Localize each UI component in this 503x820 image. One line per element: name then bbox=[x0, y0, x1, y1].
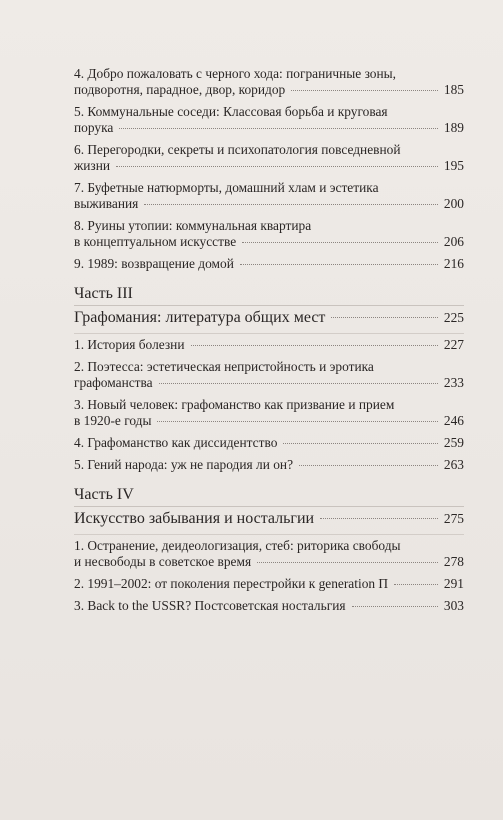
toc-entry-page: 263 bbox=[443, 457, 464, 472]
toc-entry-text: в концептуальном искусстве bbox=[74, 234, 237, 249]
toc-entry-last-line bbox=[74, 234, 464, 250]
leader-dots bbox=[291, 90, 438, 91]
toc-entry[interactable] bbox=[74, 180, 464, 212]
leader-dots bbox=[352, 606, 438, 607]
leader-dots bbox=[116, 166, 438, 167]
toc-entry-last-line bbox=[74, 120, 464, 136]
part-3-label: Часть III bbox=[74, 284, 464, 306]
leader-dots bbox=[144, 204, 438, 205]
leader-dots bbox=[119, 128, 438, 129]
toc-entry-last-line bbox=[74, 598, 464, 614]
toc-entry-last-line bbox=[74, 576, 464, 592]
part-3-title-text: Графомания: литература общих мест bbox=[74, 309, 326, 326]
toc-entry-line: 6. Перегородки, секреты и психопатология повседневной bbox=[74, 142, 401, 157]
toc-entry-page: 246 bbox=[443, 413, 464, 428]
leader-dots bbox=[242, 242, 438, 243]
toc-entry[interactable] bbox=[74, 457, 464, 473]
toc-entry[interactable] bbox=[74, 337, 464, 353]
part-4-separator bbox=[74, 534, 464, 535]
toc-entry-line: 2. Поэтесса: эстетическая непристойность и эротика bbox=[74, 359, 374, 374]
leader-dots bbox=[283, 443, 438, 444]
leader-dots bbox=[257, 562, 438, 563]
toc-part-4-entries bbox=[74, 538, 464, 614]
toc-entry-last-line bbox=[74, 337, 464, 353]
toc-entry-page: 233 bbox=[443, 375, 464, 390]
leader-dots bbox=[240, 264, 438, 265]
toc-entry-page: 185 bbox=[443, 82, 464, 97]
toc-entry-text: 4. Графоманство как диссидентство bbox=[74, 435, 278, 450]
toc-entry[interactable] bbox=[74, 104, 464, 136]
toc-entry-text: 9. 1989: возвращение домой bbox=[74, 256, 234, 271]
leader-dots bbox=[191, 345, 438, 346]
toc-entry[interactable] bbox=[74, 142, 464, 174]
toc-entry-page: 278 bbox=[443, 554, 464, 569]
toc-entry-text: 1. История болезни bbox=[74, 337, 185, 352]
toc-entry-page: 216 bbox=[443, 256, 464, 271]
toc-entry-page: 189 bbox=[443, 120, 464, 135]
toc-entry[interactable] bbox=[74, 218, 464, 250]
toc-entry-last-line bbox=[74, 435, 464, 451]
toc-entry[interactable] bbox=[74, 576, 464, 592]
toc-entry-line: 8. Руины утопии: коммунальная квартира bbox=[74, 218, 312, 233]
toc-entry-text: в 1920-е годы bbox=[74, 413, 152, 428]
toc-entry-text: порука bbox=[74, 120, 114, 135]
leader-dots bbox=[394, 584, 438, 585]
toc-entry[interactable] bbox=[74, 435, 464, 451]
part-4-label: Часть IV bbox=[74, 485, 464, 507]
toc-entry[interactable] bbox=[74, 256, 464, 272]
toc-entry-last-line bbox=[74, 375, 464, 391]
toc-entry-page: 259 bbox=[443, 435, 464, 450]
leader-dots bbox=[157, 421, 437, 422]
part-3-separator bbox=[74, 333, 464, 334]
toc-entry-text: 3. Back to the USSR? Постсоветская ностальгия bbox=[74, 598, 346, 613]
toc-entry-last-line bbox=[74, 413, 464, 429]
toc-entry-line: 5. Коммунальные соседи: Классовая борьба и круговая bbox=[74, 104, 388, 119]
part-3-title[interactable] bbox=[74, 308, 464, 328]
toc-entry-page: 227 bbox=[443, 337, 464, 352]
toc-entry-text: 2. 1991–2002: от поколения перестройки к generation П bbox=[74, 576, 389, 591]
part-3-page: 225 bbox=[443, 310, 464, 325]
toc-entry-text: графоманства bbox=[74, 375, 153, 390]
toc-entry[interactable] bbox=[74, 66, 464, 98]
toc-entry-page: 303 bbox=[443, 598, 464, 613]
toc-entry-text: и несвободы в советское время bbox=[74, 554, 252, 569]
table-of-contents bbox=[74, 66, 464, 620]
toc-entry[interactable] bbox=[74, 598, 464, 614]
part-4-title[interactable] bbox=[74, 509, 464, 529]
leader-dots bbox=[320, 518, 438, 519]
toc-entry-last-line bbox=[74, 196, 464, 212]
toc-entry-text: подворотня, парадное, двор, коридор bbox=[74, 82, 286, 97]
leader-dots bbox=[331, 317, 438, 318]
toc-entry-page: 200 bbox=[443, 196, 464, 211]
toc-entry[interactable] bbox=[74, 397, 464, 429]
leader-dots bbox=[299, 465, 438, 466]
toc-entry[interactable] bbox=[74, 538, 464, 570]
toc-entry-text: 5. Гений народа: уж не пародия ли он? bbox=[74, 457, 294, 472]
toc-entry-page: 206 bbox=[443, 234, 464, 249]
toc-part-3-entries bbox=[74, 337, 464, 473]
toc-entry-line: 7. Буфетные натюрморты, домашний хлам и эстетика bbox=[74, 180, 379, 195]
toc-group-1 bbox=[74, 66, 464, 272]
part-4-page: 275 bbox=[443, 511, 464, 526]
part-4-title-text: Искусство забывания и ностальгии bbox=[74, 510, 315, 527]
toc-entry-last-line bbox=[74, 457, 464, 473]
toc-entry-page: 291 bbox=[443, 576, 464, 591]
toc-entry-text: жизни bbox=[74, 158, 111, 173]
toc-entry-text: выживания bbox=[74, 196, 139, 211]
toc-entry-last-line bbox=[74, 82, 464, 98]
toc-entry[interactable] bbox=[74, 359, 464, 391]
toc-entry-line: 3. Новый человек: графоманство как призвание и прием bbox=[74, 397, 395, 412]
toc-entry-last-line bbox=[74, 554, 464, 570]
toc-entry-line: 4. Добро пожаловать с черного хода: пограничные зоны, bbox=[74, 66, 397, 81]
toc-entry-last-line bbox=[74, 256, 464, 272]
toc-entry-line: 1. Остранение, деидеологизация, стеб: риторика свободы bbox=[74, 538, 401, 553]
leader-dots bbox=[159, 383, 438, 384]
toc-entry-page: 195 bbox=[443, 158, 464, 173]
toc-entry-last-line bbox=[74, 158, 464, 174]
